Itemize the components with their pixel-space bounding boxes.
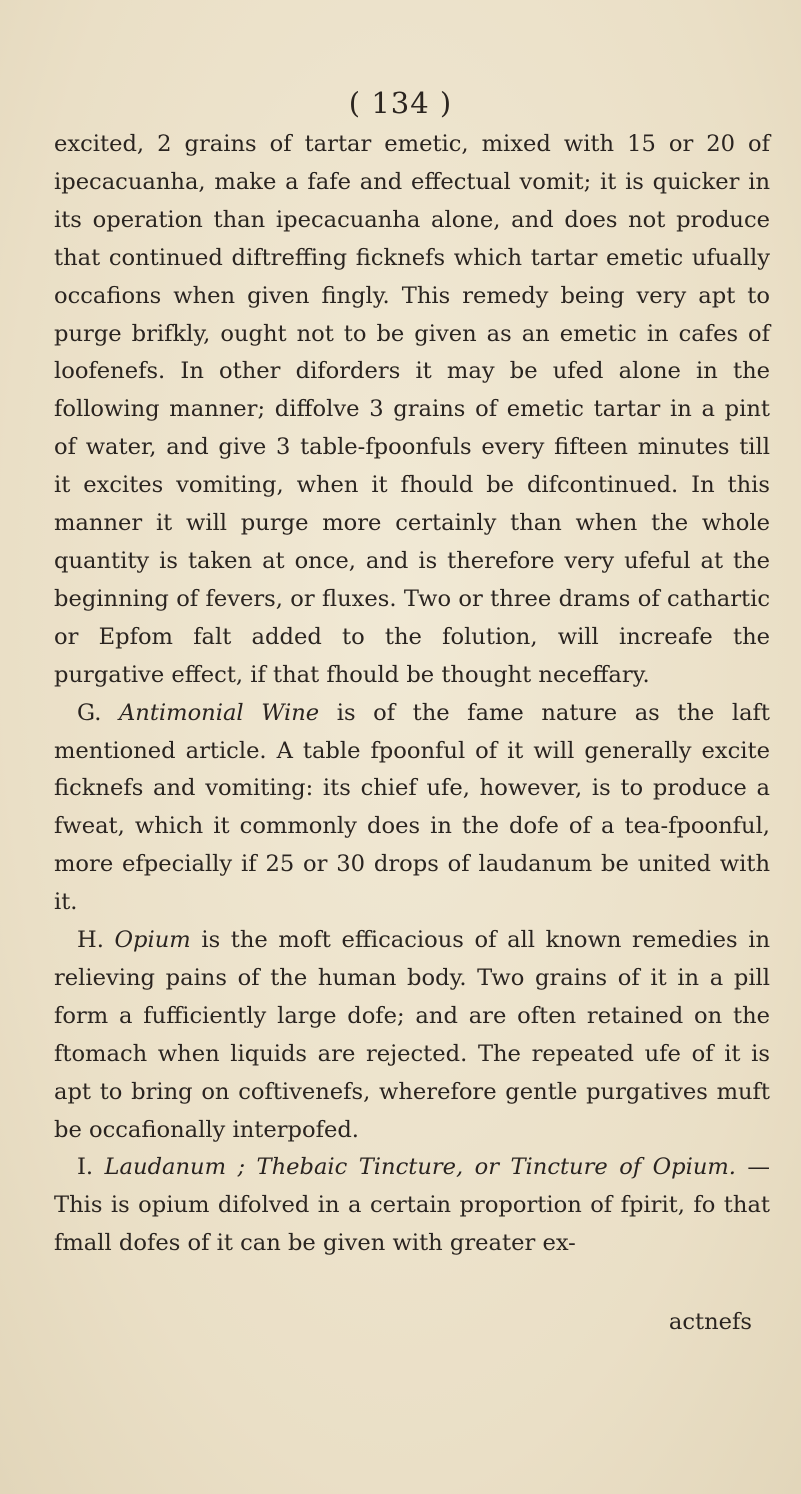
paragraph-label: I. [77, 1154, 94, 1181]
paragraph-opium [54, 922, 770, 1149]
paragraph-text: excited, 2 grains of tartar emetic, mixed with 15 or 20 of ipecacuanha, make a fafe and effectual vomit; it is quicker in its operation than ipecacuanha alone, and does not produce that continued diftreffing ficknefs which tartar emetic ufually occafions when given fingly. This remedy being very apt to purge brifkly, ought not to be given as an emetic in cafes of loofenefs. In other diforders it may be ufed alone in the following manner; diffolve 3 grains of emetic tartar in a pint of water, and give 3 table-fpoonfuls every fifteen minutes till it excites vomiting, when it fhould be difcontinued. In this manner it will purge more certainly than when the whole quantity is taken at once, and is therefore very ufeful at the beginning of fevers, or fluxes. Two or three drams of cathartic or Epfom falt added to the folution, will increafe the purgative effect, if that fhould be thought neceffary. [54, 131, 770, 688]
paragraph-text: —This is opium difolved in a certain proportion of fpirit, fo that fmall dofes of it can be given with greater ex- [54, 1154, 771, 1257]
catchword: actnefs [668, 1309, 752, 1335]
paragraph-laudanum [54, 1149, 770, 1263]
paragraph-title: Antimonial Wine [118, 699, 320, 726]
paragraph-title: Opium [114, 927, 191, 954]
page-number: ( 134 ) [348, 86, 453, 120]
paragraph-text: is of the fame nature as the laft mentioned article. A table fpoonful of it will generally excite ficknefs and vomiting: its chief ufe, however, is to produce a fweat, which it commonly does in the dofe of a tea-fpoonful, more efpecially if 25 or 30 drops of laudanum be united with it. [54, 699, 770, 916]
paragraph-title: Laudanum ; Thebaic Tincture, or Tincture of Opium. [104, 1154, 736, 1181]
paragraph-label: G. [77, 699, 102, 726]
body-text [54, 126, 770, 1263]
paragraph-text: is the moft efficacious of all known remedies in relieving pains of the human body. Two grains of it in a pill form a fufficiently large dofe; and are often retained on the ftomach when liquids are rejected. The repeated ufe of it is apt to bring on coftivenefs, wherefore gentle purgatives muft be occafionally interpofed. [54, 927, 771, 1143]
paragraph-antimonial-wine [54, 695, 770, 922]
paragraph-emetic [54, 126, 770, 695]
paragraph-label: H. [77, 927, 104, 954]
